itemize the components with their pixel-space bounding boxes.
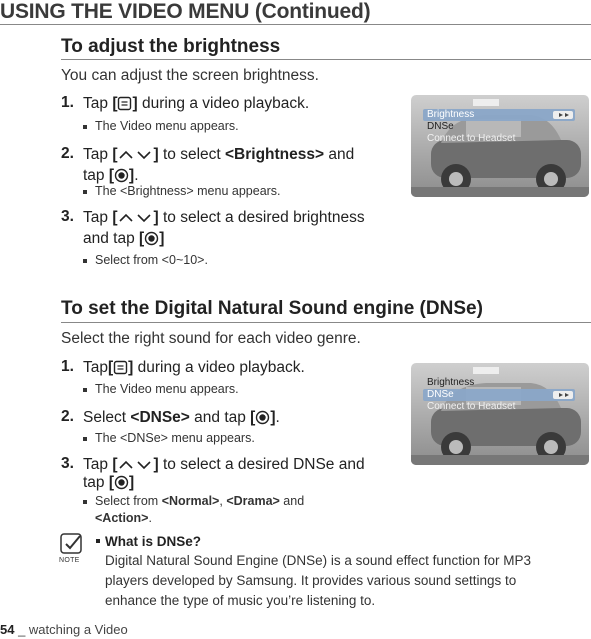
brightness-step-2-line-2: tap [ ].	[83, 165, 139, 189]
dnse-step-1: Tap[ ] during a video playback.	[83, 357, 305, 381]
menu-item-connect-headset: Connect to Headset	[427, 133, 516, 144]
title-rule	[0, 24, 591, 25]
dnse-step-1-number: 1.	[61, 358, 74, 375]
dnse-screen-image	[411, 363, 589, 465]
note-line-1: Digital Natural Sound Engine (DNSe) is a sound effect function for MP3	[105, 553, 531, 568]
dnse-step-2-number: 2.	[61, 408, 74, 425]
brightness-step-1-number: 1.	[61, 94, 74, 111]
brightness-section-title: To adjust the brightness	[61, 36, 281, 57]
brightness-step-3-number: 3.	[61, 208, 74, 225]
dnse-step-3: Tap [ ] to select a desired DNSe and	[83, 454, 365, 478]
brightness-title-rule	[61, 59, 591, 60]
dnse-step-3-bullet-line-2: <Action>.	[95, 511, 152, 525]
dnse-section-title: To set the Digital Natural Sound engine (DNSe)	[61, 298, 483, 319]
menu-item-connect-headset: Connect to Headset	[427, 401, 516, 412]
brightness-step-2-bullet: The <Brightness> menu appears.	[95, 183, 281, 200]
brightness-step-2: Tap [ ] to select <Brightness> and	[83, 144, 354, 168]
menu-item-dnse: DNSe	[427, 389, 454, 400]
menu-item-brightness: Brightness	[427, 377, 475, 388]
dnse-step-3-line-2: tap [ ]	[83, 472, 134, 496]
page-title: USING THE VIDEO MENU (Continued)	[0, 0, 371, 23]
note-line-2: players developed by Samsung. It provides various sound settings to	[105, 573, 517, 588]
dnse-step-3-bullet: Select from <Normal>, <Drama> and	[95, 493, 304, 510]
select-button-icon	[255, 410, 270, 431]
brightness-screen-image	[411, 95, 589, 197]
note-line-3: enhance the type of music you’re listening to.	[105, 593, 376, 608]
page-number: 54	[0, 622, 15, 637]
menu-icon	[113, 360, 128, 381]
dnse-step-3-number: 3.	[61, 455, 74, 472]
select-button-icon	[144, 231, 159, 252]
brightness-step-3-bullet: Select from <0~10>.	[95, 252, 208, 269]
brightness-step-2-number: 2.	[61, 145, 74, 162]
menu-item-dnse: DNSe	[427, 121, 454, 132]
note-icon	[60, 533, 84, 555]
brightness-step-1: Tap [ ] during a video playback.	[83, 93, 309, 117]
brightness-step-3: Tap [ ] to select a desired brightness	[83, 207, 365, 231]
dnse-step-1-bullet: The Video menu appears.	[95, 381, 239, 398]
note-heading: What is DNSe?	[96, 532, 201, 552]
menu-icon	[117, 96, 132, 117]
menu-item-brightness: Brightness	[427, 109, 475, 120]
brightness-step-3-line-2: and tap [ ]	[83, 228, 164, 252]
dnse-step-2-bullet: The <DNSe> menu appears.	[95, 430, 255, 447]
dnse-intro: Select the right sound for each video genre.	[61, 330, 361, 347]
brightness-step-1-bullet: The Video menu appears.	[95, 118, 239, 135]
dnse-step-2: Select <DNSe> and tap [ ].	[83, 407, 280, 431]
dnse-title-rule	[61, 322, 591, 323]
note-label: NOTE	[59, 557, 80, 564]
brightness-intro: You can adjust the screen brightness.	[61, 67, 319, 84]
page-footer: 54 _ watching a Video	[0, 622, 128, 637]
